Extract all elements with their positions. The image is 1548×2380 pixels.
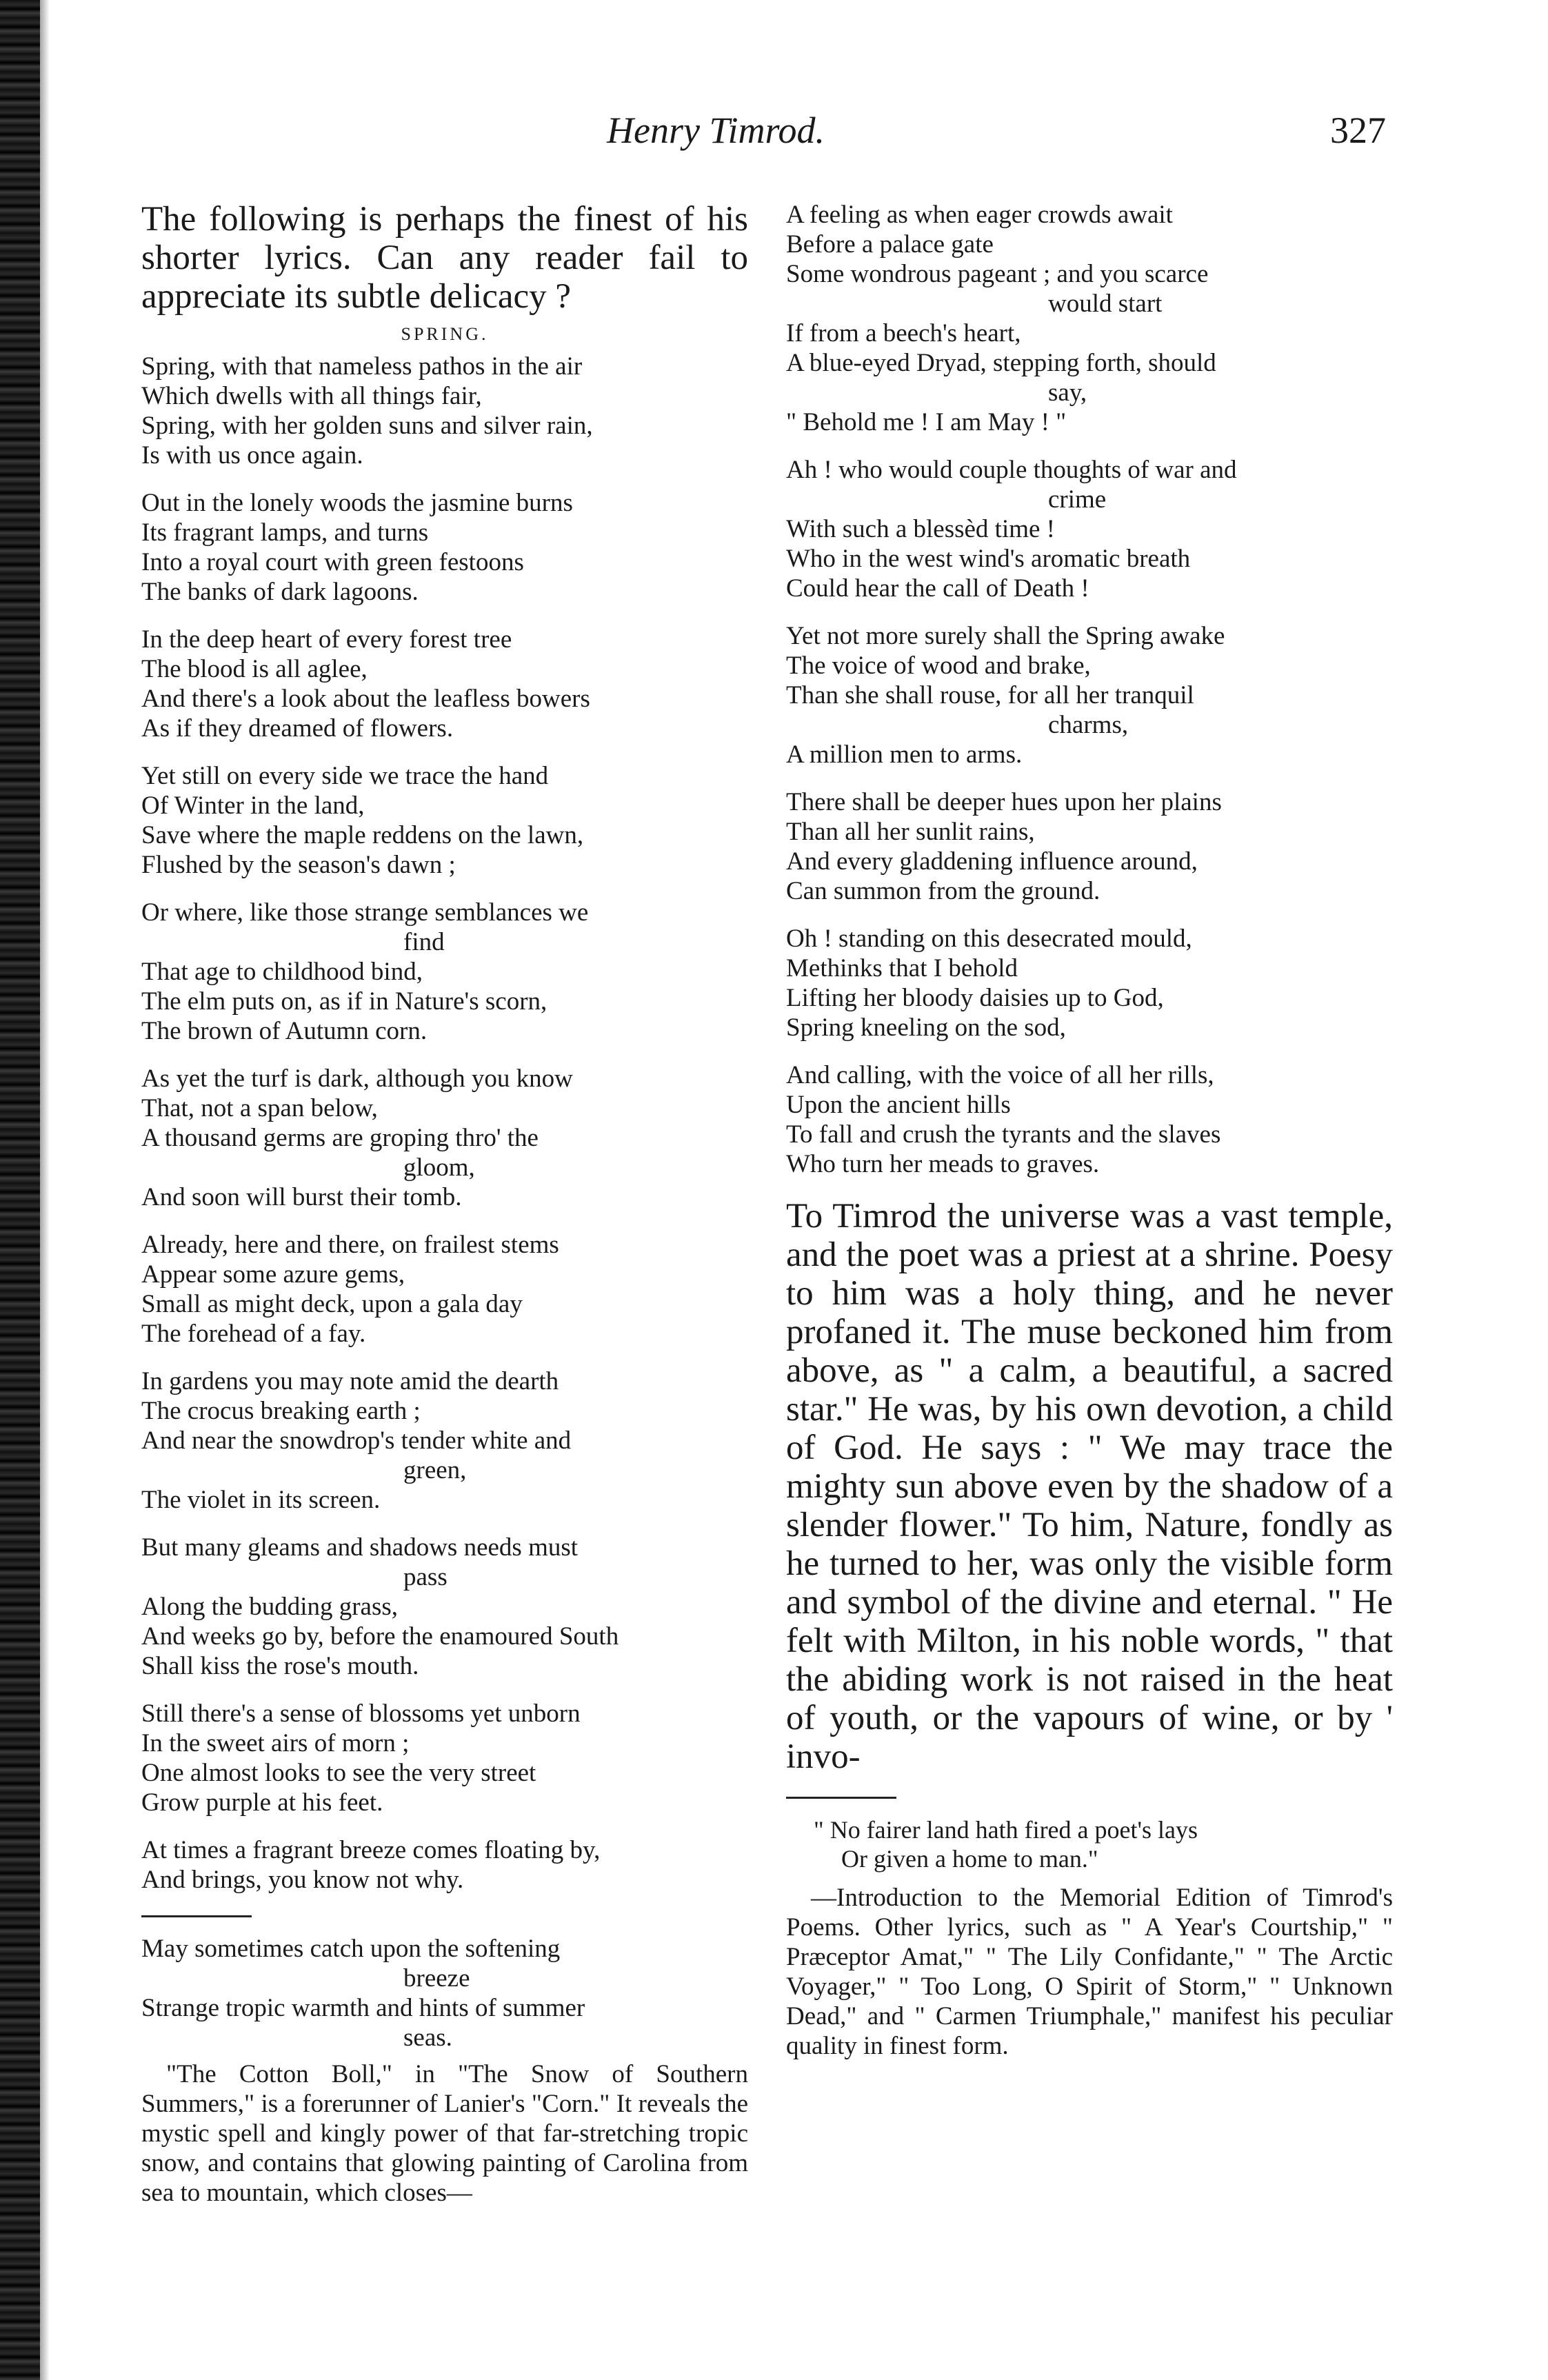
verse-line: Is with us once again. (141, 441, 363, 470)
stanza (786, 621, 1393, 769)
verse-line: The banks of dark lagoons. (141, 578, 419, 606)
verse-line: gloom, (403, 1153, 475, 1182)
poem-spring (141, 352, 748, 1895)
stanza (786, 200, 1393, 437)
page-number: 327 (1330, 110, 1386, 151)
poem-continuation (786, 200, 1393, 1179)
stanza (141, 1533, 748, 1681)
stanza (141, 1367, 748, 1515)
right-column (786, 200, 1393, 2069)
footnote-rule-right (786, 1797, 896, 1799)
verse-line: And near the snowdrop's tender white and (141, 1426, 572, 1455)
verse-line: To fall and crush the tyrants and the slaves (786, 1120, 1221, 1149)
stanza (141, 488, 748, 607)
verse-line: Before a palace gate (786, 230, 994, 259)
verse-line: Lifting her bloody daisies up to God, (786, 984, 1164, 1012)
verse-line: Still there's a sense of blossoms yet unborn (141, 1700, 581, 1728)
footnote-verse (141, 1934, 748, 2053)
stanza (141, 352, 748, 470)
verse-line: And every gladdening influence around, (786, 847, 1198, 876)
running-header (607, 109, 1386, 164)
verse-line: Than all her sunlit rains, (786, 818, 1035, 846)
verse-line: As if they dreamed of flowers. (141, 714, 454, 743)
verse-line: That age to childhood bind, (141, 958, 423, 986)
verse-line: If from a beech's heart, (786, 319, 1021, 347)
verse-line: With such a blessèd time ! (786, 515, 1055, 543)
verse-line: One almost looks to see the very street (141, 1759, 536, 1787)
verse-line: The forehead of a fay. (141, 1320, 366, 1348)
verse-line: charms, (1048, 711, 1129, 739)
running-title: Henry Timrod. (607, 110, 825, 151)
verse-line: Which dwells with all things fair, (141, 382, 482, 410)
stanza (141, 1699, 748, 1817)
footnote-verse-line: breeze (403, 1964, 470, 1993)
verse-line: Grow purple at his feet. (141, 1788, 383, 1817)
verse-line: As yet the turf is dark, although you know (141, 1065, 573, 1093)
verse-line: Along the budding grass, (141, 1593, 399, 1621)
verse-line: A thousand germs are groping thro' the (141, 1124, 539, 1152)
verse-line: Out in the lonely woods the jasmine burns (141, 489, 573, 517)
verse-line: Its fragrant lamps, and turns (141, 518, 429, 547)
verse-line: The brown of Autumn corn. (141, 1017, 428, 1045)
verse-line: There shall be deeper hues upon her plains (786, 788, 1222, 816)
stanza (141, 625, 748, 743)
verse-line: Save where the maple reddens on the lawn, (141, 821, 584, 849)
verse-line: Upon the ancient hills (786, 1091, 1011, 1119)
verse-line: would start (1048, 290, 1163, 318)
verse-line: Of Winter in the land, (141, 791, 365, 820)
verse-line: Who turn her meads to graves. (786, 1150, 1100, 1178)
verse-line: Appear some azure gems, (141, 1260, 405, 1289)
verse-line: Methinks that I behold (786, 954, 1018, 982)
left-column (141, 200, 748, 2216)
verse-line: The violet in its screen. (141, 1486, 381, 1514)
footnote-rule (141, 1915, 252, 1917)
stanza (141, 1230, 748, 1349)
verse-line: A million men to arms. (786, 740, 1023, 769)
stanza (786, 787, 1393, 906)
verse-line: And weeks go by, before the enamoured South (141, 1622, 619, 1651)
verse-line: And calling, with the voice of all her rills, (786, 1061, 1214, 1089)
verse-line: Oh ! standing on this desecrated mould, (786, 925, 1192, 953)
body-paragraph: To Timrod the universe was a vast temple, and the poet was a priest at a shrine. Poesy to him was a holy thing, and he never profaned it. The muse beckoned him from above, as " a calm, a beautiful, a sacred star." He was, by his own devotion, a child of God. He says : " We may trace the mighty sun above even by the shadow of a slender flower." To him, Nature, fondly as he turned to her, was only the visible form and symbol of the divine and eternal. " He felt with Milton, in his noble words, " that the abiding work is not raised in the heat of youth, or the vapours of wine, or by ' invo- (786, 1197, 1393, 1776)
verse-line: Can summon from the ground. (786, 877, 1100, 905)
verse-line: Some wondrous pageant ; and you scarce (786, 260, 1209, 288)
verse-line: Already, here and there, on frailest stems (141, 1231, 559, 1259)
verse-line: find (403, 928, 445, 956)
footnote-quote-line: Or given a home to man." (841, 1845, 1098, 1873)
verse-line: The elm puts on, as if in Nature's scorn, (141, 987, 547, 1016)
footnote-verse-line: Strange tropic warmth and hints of summer (141, 1994, 585, 2022)
poem-title: SPRING. (401, 324, 489, 344)
stanza (141, 761, 748, 880)
book-spine-shadow (0, 0, 40, 2380)
verse-line: The crocus breaking earth ; (141, 1397, 421, 1425)
verse-line: pass (403, 1563, 448, 1591)
stanza (786, 1060, 1393, 1179)
verse-line: In gardens you may note amid the dearth (141, 1367, 559, 1395)
verse-line: And soon will burst their tomb. (141, 1183, 462, 1211)
verse-line: Spring, with that nameless pathos in the air (141, 352, 583, 381)
verse-line: Could hear the call of Death ! (786, 574, 1089, 603)
verse-line: And brings, you know not why. (141, 1866, 464, 1894)
footnote-verse-line: seas. (403, 2024, 452, 2052)
verse-line: Yet still on every side we trace the hand (141, 762, 549, 790)
stanza (786, 455, 1393, 603)
verse-line: Flushed by the season's dawn ; (141, 851, 456, 879)
verse-line: " Behold me ! I am May ! " (786, 408, 1067, 436)
verse-line: say, (1048, 379, 1087, 407)
verse-line: Yet not more surely shall the Spring awake (786, 622, 1225, 650)
stanza (786, 924, 1393, 1042)
footnote-paragraph-right: —Introduction to the Memorial Edition of Timrod's Poems. Other lyrics, such as " A Year's Courtship," " Præceptor Amat," " The Lily Confidante," " The Arctic Voyager," " Too Long, O Spirit of Storm," " Unknown Dead," and " Carmen Triumphale," manifest his peculiar quality in finest form. (786, 1884, 1393, 2060)
verse-line: Spring kneeling on the sod, (786, 1013, 1066, 1042)
verse-line: Who in the west wind's aromatic breath (786, 545, 1191, 573)
verse-line: The blood is all aglee, (141, 655, 368, 683)
verse-line: Small as might deck, upon a gala day (141, 1290, 523, 1318)
verse-line: crime (1048, 485, 1107, 514)
footnote-quote-line: " No fairer land hath fired a poet's lays (814, 1816, 1198, 1844)
footnote-verse-line: May sometimes catch upon the softening (141, 1935, 561, 1963)
verse-line: That, not a span below, (141, 1094, 378, 1122)
verse-line: Spring, with her golden suns and silver rain, (141, 412, 593, 440)
verse-line: And there's a look about the leafless bowers (141, 685, 590, 713)
stanza (141, 898, 748, 1046)
verse-line: Into a royal court with green festoons (141, 548, 524, 576)
footnote-paragraph: "The Cotton Boll," in "The Snow of Southern Summers," is a forerunner of Lanier's "Corn." It reveals the mystic spell and kingly power of that far-stretching tropic snow, and contains that glowing painting of Carolina from sea to mountain, which closes— (141, 2060, 748, 2207)
verse-line: At times a fragrant breeze comes floating by, (141, 1836, 601, 1864)
verse-line: A feeling as when eager crowds await (786, 201, 1173, 229)
intro-paragraph: The following is perhaps the finest of his shorter lyrics. Can any reader fail to appreciate its subtle delicacy ? (141, 200, 748, 316)
verse-line: Or where, like those strange semblances we (141, 898, 589, 927)
verse-line: In the deep heart of every forest tree (141, 625, 512, 654)
stanza (141, 1835, 748, 1895)
verse-line: green, (403, 1456, 467, 1484)
verse-line: A blue-eyed Dryad, stepping forth, should (786, 349, 1216, 377)
verse-line: Than she shall rouse, for all her tranquil (786, 681, 1194, 709)
stanza (141, 1064, 748, 1212)
verse-line: In the sweet airs of morn ; (141, 1729, 410, 1757)
verse-line: The voice of wood and brake, (786, 652, 1091, 680)
verse-line: Shall kiss the rose's mouth. (141, 1652, 419, 1680)
verse-line: Ah ! who would couple thoughts of war and (786, 456, 1237, 484)
verse-line: But many gleams and shadows needs must (141, 1533, 579, 1562)
